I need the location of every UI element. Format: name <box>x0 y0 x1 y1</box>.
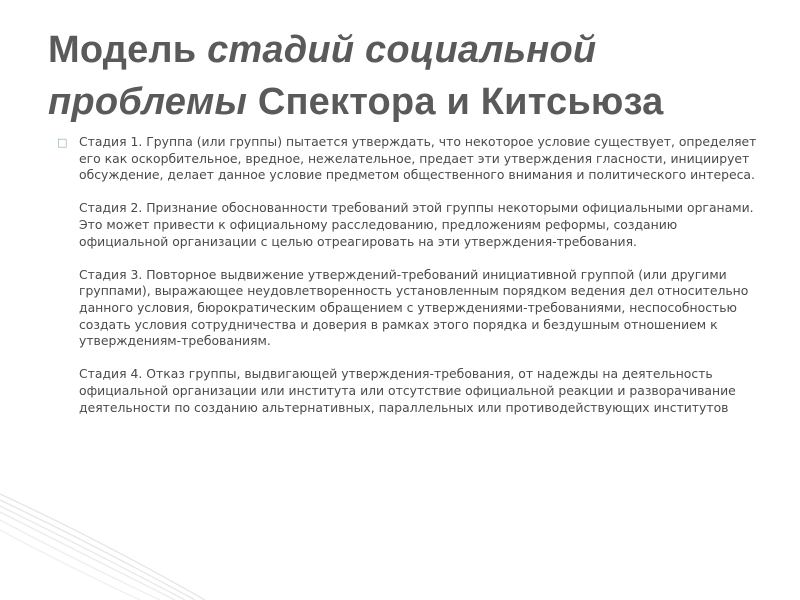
bullet-item <box>57 134 757 416</box>
slide-content <box>57 134 757 416</box>
slide-title <box>48 24 768 128</box>
title-part-normal: Модель <box>48 29 208 71</box>
title-part-italic: стадий социальной проблемы <box>48 29 597 123</box>
bullet-text <box>79 134 757 416</box>
stage-4-paragraph: Стадия 4. Отказ группы, выдвигающей утверждения-требования, от надежды на деятельность официальной организации или института или отсутствие официальной реакции и разворачивание деятельности по созданию альтернативных, параллельных или противодействующих институтов <box>79 366 736 415</box>
title-part-normal-end: Спектора и Китсьюза <box>247 81 664 123</box>
stage-2-paragraph: Стадия 2. Признание обоснованности требований этой группы некоторыми официальными органами. Это может привести к официальному расследованию, предложениям реформы, созданию официальной организации с целью отреагировать на эти утверждения-требования. <box>79 200 754 249</box>
square-outline-bullet-icon: □ <box>57 136 68 149</box>
stage-1-paragraph: Стадия 1. Группа (или группы) пытается утверждать, что некоторое условие существует, определяет его как оскорбительное, вредное, нежелательное, предает эти утверждения гласности, инициирует обсуждение, делает данное условие предметом общественного внимания и политического интереса. <box>79 134 757 183</box>
stage-3-paragraph: Стадия 3. Повторное выдвижение утверждений-требований инициативной группой (или другими группами), выражающее неудовлетворенность установленным порядком ведения дел относительно данного условия, бюрократическим обращением с утверждениями-требованиями, неспособностью создать условия сотрудничества и доверия в рамках этого порядка и бездушным отношением к утверждениям-требованиям. <box>79 266 749 349</box>
